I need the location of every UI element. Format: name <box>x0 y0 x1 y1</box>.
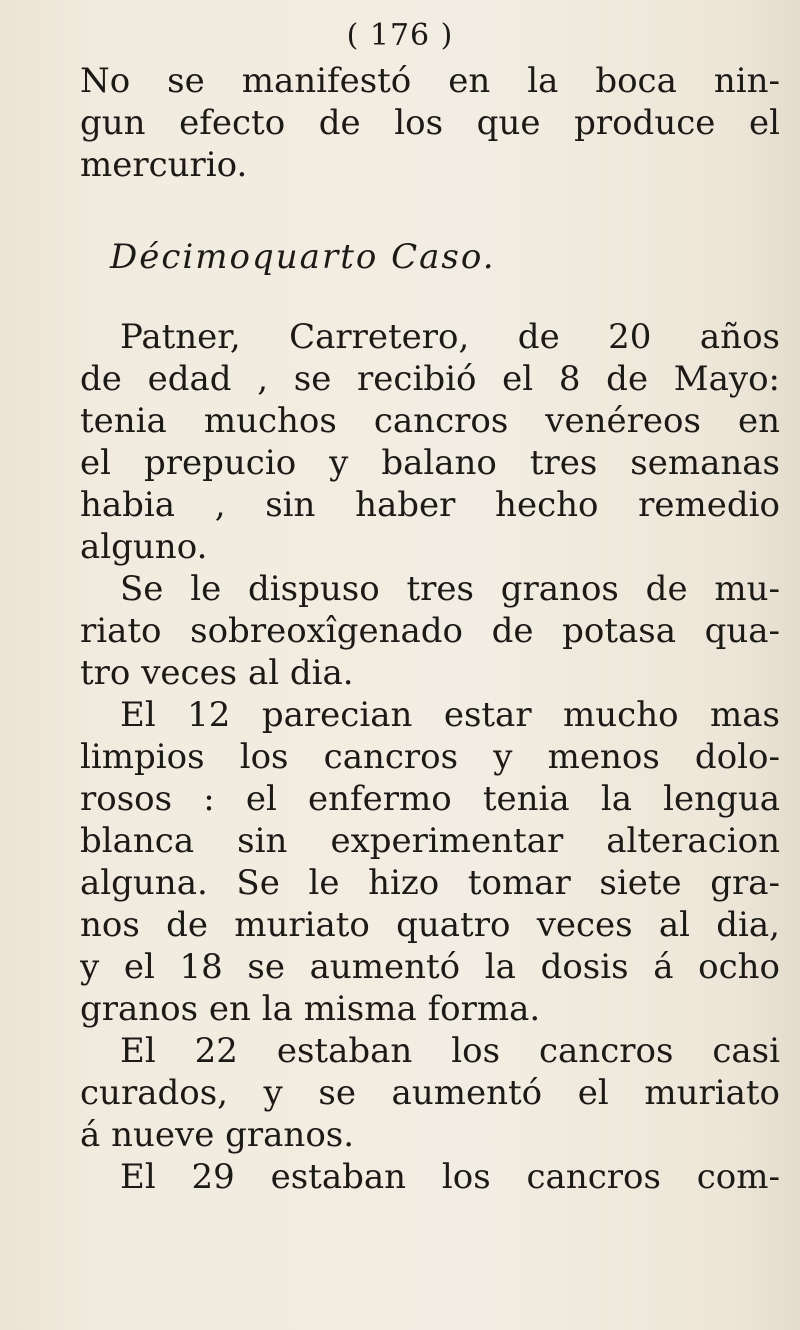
text-line: riato sobreoxîgenado de potasa qua- <box>80 611 780 651</box>
text-line: No se manifestó en la boca nin- <box>80 61 780 101</box>
text-line: Patner, Carretero, de 20 años <box>120 317 780 357</box>
text-line: el prepucio y balano tres semanas <box>80 443 780 483</box>
text-line: limpios los cancros y menos dolo- <box>80 737 780 777</box>
intro-paragraph <box>80 60 780 186</box>
text-line: habia , sin haber hecho remedio <box>80 485 780 525</box>
text-line: tenia muchos cancros venéreos en <box>80 401 780 441</box>
text-line: Se le dispuso tres granos de mu- <box>120 569 780 609</box>
text-line: curados, y se aumentó el muriato <box>80 1073 780 1113</box>
paragraph-3 <box>80 694 780 1030</box>
text-line: mercurio. <box>80 145 248 185</box>
text-line: El 22 estaban los cancros casi <box>120 1031 780 1071</box>
text-line: rosos : el enfermo tenia la lengua <box>80 779 780 819</box>
paragraph-2 <box>80 568 780 694</box>
text-line: alguna. Se le hizo tomar siete gra- <box>80 863 780 903</box>
text-line: alguno. <box>80 527 208 567</box>
page-number: ( 176 ) <box>346 18 454 53</box>
text-line: blanca sin experimentar alteracion <box>80 821 780 861</box>
section-heading: Décimoquarto Caso. <box>110 237 496 277</box>
paragraph-4 <box>80 1030 780 1156</box>
text-line: gun efecto de los que produce el <box>80 103 780 143</box>
paragraph-1 <box>80 316 780 568</box>
text-line: nos de muriato quatro veces al dia, <box>80 905 780 945</box>
paragraph-5 <box>80 1156 780 1198</box>
text-line: á nueve granos. <box>80 1115 355 1155</box>
text-line: de edad , se recibió el 8 de Mayo: <box>80 359 780 399</box>
text-line: y el 18 se aumentó la dosis á ocho <box>80 947 780 987</box>
text-line: granos en la misma forma. <box>80 989 541 1029</box>
text-line: El 29 estaban los cancros com- <box>120 1157 780 1197</box>
text-line: tro veces al dia. <box>80 653 354 693</box>
text-block <box>80 60 780 1198</box>
text-line: El 12 parecian estar mucho mas <box>120 695 780 735</box>
